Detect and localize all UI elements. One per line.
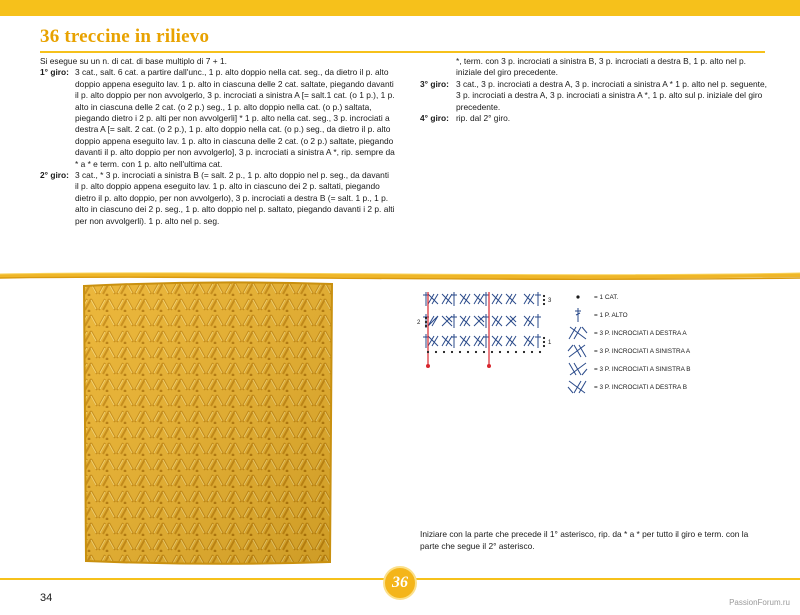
intro-text: Si esegue su un n. di cat. di base multiplo di 7 + 1.	[40, 56, 227, 66]
row-label: 3	[548, 298, 552, 304]
page-number: 34	[40, 592, 53, 604]
round-label: 2° giro:	[40, 170, 69, 181]
round-text: 3 cat., 3 p. incrociati a destra A, 3 p. incrociati a sinistra A * 1 p. alto nel p. seguente, 3 p. incrociati a destra A, 3 p. incrociati a sinistra A *, 1 p. alto sul p. iniziale del giro precedente.	[456, 78, 767, 112]
pattern-title: 36 treccine in rilievo	[40, 26, 210, 47]
round-text: rip. dal 2° giro.	[456, 113, 511, 124]
pattern-number-badge: 36	[383, 566, 417, 600]
round-2	[40, 170, 395, 227]
row-label: 2	[417, 320, 421, 326]
round-1	[40, 67, 395, 170]
cross-left-b-icon	[566, 361, 590, 377]
round-label: 1° giro:	[40, 67, 69, 78]
title-underline	[40, 51, 765, 53]
cross-left-a-icon	[566, 343, 590, 359]
legend-label: = 1 CAT.	[594, 293, 619, 301]
round-3	[420, 79, 770, 113]
repeat-footnote: Iniziare con la parte che precede il 1° asterisco, rip. da * a * per tutto il giro e term. con la parte che segue il 2° asterisco.	[420, 529, 749, 551]
treble-icon	[566, 307, 590, 323]
round-4	[420, 113, 770, 124]
legend-label: = 3 P. INCROCIATI A DESTRA A	[594, 329, 687, 337]
crochet-swatch-photo	[80, 280, 335, 565]
stitch-diagram	[414, 290, 554, 370]
round-2-continued: *, term. con 3 p. incrociati a sinistra B, 3 p. incrociati a destra B, 1 p. alto nel p. iniziale del giro precedente.	[456, 56, 747, 78]
legend-item	[566, 306, 766, 324]
instructions-left-column	[40, 56, 395, 227]
top-color-bar	[0, 0, 800, 16]
instructions-right-column	[420, 56, 770, 124]
cross-right-b-icon	[566, 379, 590, 395]
legend-item	[566, 342, 766, 360]
legend-label: = 3 P. INCROCIATI A SINISTRA B	[594, 365, 691, 373]
legend-item	[566, 288, 766, 306]
legend-item	[566, 324, 766, 342]
chain-dot-icon	[566, 289, 590, 305]
row-label: 1	[548, 340, 552, 346]
round-text: 3 cat., * 3 p. incrociati a sinistra B (= salt. 2 p., 1 p. alto doppio nel p. seg., da davanti il p. alto doppio appena eseguito lav. 1 p. alto in ciascuno dei 2 p. saltati, piegando dietro il p. alto doppio, per non avvolgerlo), 3 p. incrociati a destra B (= salt. 1 p., 1 p. alto in ciascuno dei 2 p. seg., 1 p. alto doppio nel p. saltato, piegando davanti i 2 p. alti per non avvolgerli). 1 p. alto nel p. seg.	[75, 170, 395, 226]
legend-item	[566, 378, 766, 396]
legend-label: = 1 P. ALTO	[594, 311, 628, 319]
round-text: 3 cat., salt. 6 cat. a partire dall'unc., 1 p. alto doppio nella cat. seg., da dietro il p. alto doppio appena eseguito lav. 1 p. alto in ciascuna delle 2 cat. saltate, piegando davanti il p. alto doppio per non avvolgerlo, 3 p. incrociati a sinistra A [= salt.1 cat. (o 1 p.), 1 p. alto in ciascuna delle 2 cat. (o 2 p.) seg., 1 p. alto doppio nella cat. (o p.) saltata, piegando dietro i 2 p. alti per non avvolgerli] * 1 p. alto nella cat. seg., 3 p. incrociati a destra A [= salt. 2 cat. (o 2 p.), 1 p. alto doppio nella cat. (o p.) seg., da dietro il p. alto doppio appena eseguito lav. 1 p. alto in ciascuna delle 2 cat. (o 2 p.) saltate, piegando davanti il p. alto doppio per non avvolgerlo], 3 p. incrociati a sinistra A *, rip. sempre da * a * e term. con 1 p. alto nell'ultima cat.	[75, 67, 395, 169]
watermark: PassionForum.ru	[729, 598, 790, 607]
round-label: 3° giro:	[420, 78, 449, 89]
stitch-legend	[566, 288, 766, 396]
legend-label: = 3 P. INCROCIATI A DESTRA B	[594, 383, 687, 391]
legend-label: = 3 P. INCROCIATI A SINISTRA A	[594, 347, 691, 355]
round-label: 4° giro:	[420, 113, 449, 124]
legend-item	[566, 360, 766, 378]
cross-right-a-icon	[566, 325, 590, 341]
